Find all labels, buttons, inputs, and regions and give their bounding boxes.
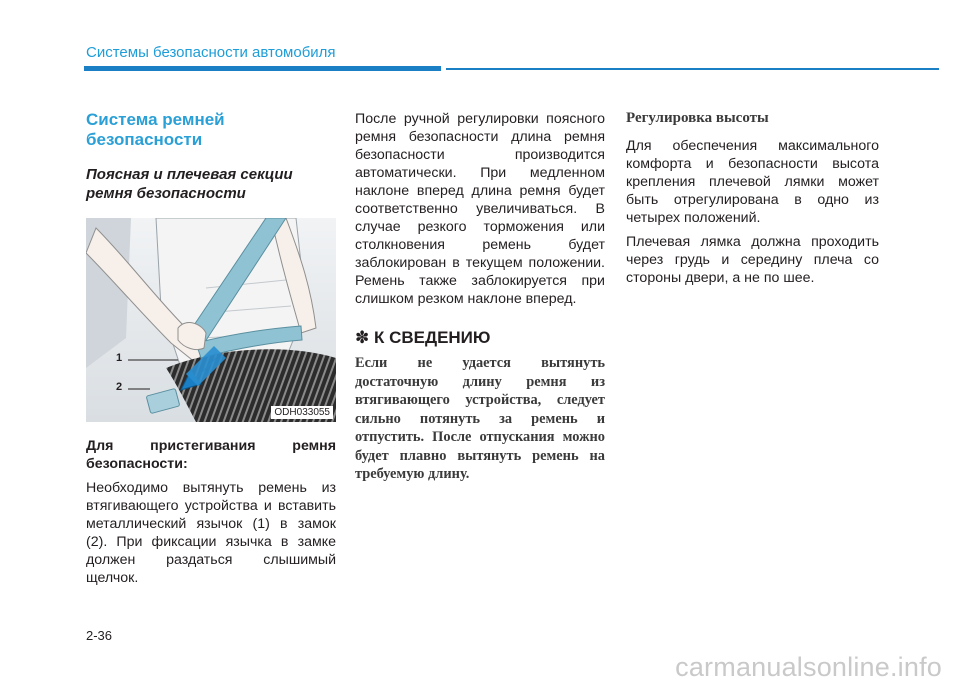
info-text: Если не удается вытянуть достаточную длину ремня из втягивающего устройства, следует сильно потянуть за ремень и отпустить. После отпускания можно будет плавно вытянуть ремень на требуемую длину. bbox=[355, 355, 605, 482]
column-right bbox=[626, 110, 879, 293]
watermark: carmanualsonline.info bbox=[675, 652, 942, 682]
section-title: Система ремней безопасности bbox=[86, 110, 225, 149]
callout-1: 1 bbox=[116, 352, 123, 364]
column-middle bbox=[355, 110, 605, 484]
info-title: ✽ К СВЕДЕНИЮ bbox=[355, 328, 491, 347]
adjust-text: После ручной регулировки поясного ремня безопасности длина ремня безопасности производится автоматически. При медленном наклоне вперед длина ремня будет соответственно увеличиваться. В случае резкого торможения или столкновения ремень будет заблокирован в текущем положении. Ремень также заблокируется при слишком резком наклоне вперед. bbox=[355, 111, 605, 307]
seatbelt-illustration bbox=[86, 218, 336, 422]
height-text-2: Плечевая лямка должна проходить через грудь и середину плеча со стороны двери, а не по шее. bbox=[626, 234, 879, 286]
height-title: Регулировка высоты bbox=[626, 110, 769, 126]
figure-code: ODH033055 bbox=[271, 406, 333, 419]
callout-2: 2 bbox=[116, 381, 123, 393]
subsection-title: Поясная и плечевая секции ремня безопасности bbox=[86, 166, 293, 202]
chapter-title: Системы безопасности автомобиля bbox=[86, 44, 336, 61]
fasten-text: Необходимо вытянуть ремень из втягивающего устройства и вставить металлический язычок (1) в замок (2). При фиксации язычка в замке должен раздаться слышимый щелчок. bbox=[86, 480, 336, 586]
header-rule-thin bbox=[446, 68, 939, 70]
seatbelt-drawing bbox=[86, 218, 336, 422]
header-rule-thick bbox=[84, 66, 441, 71]
page-number: 2-36 bbox=[86, 628, 113, 643]
column-left bbox=[86, 110, 336, 593]
fasten-label: Для пристегивания ремня безопасности: bbox=[86, 438, 336, 472]
height-text-1: Для обеспечения максимального комфорта и безопасности высота крепления плечевой лямки может быть отрегулирована в одно из четырех положений. bbox=[626, 138, 879, 226]
